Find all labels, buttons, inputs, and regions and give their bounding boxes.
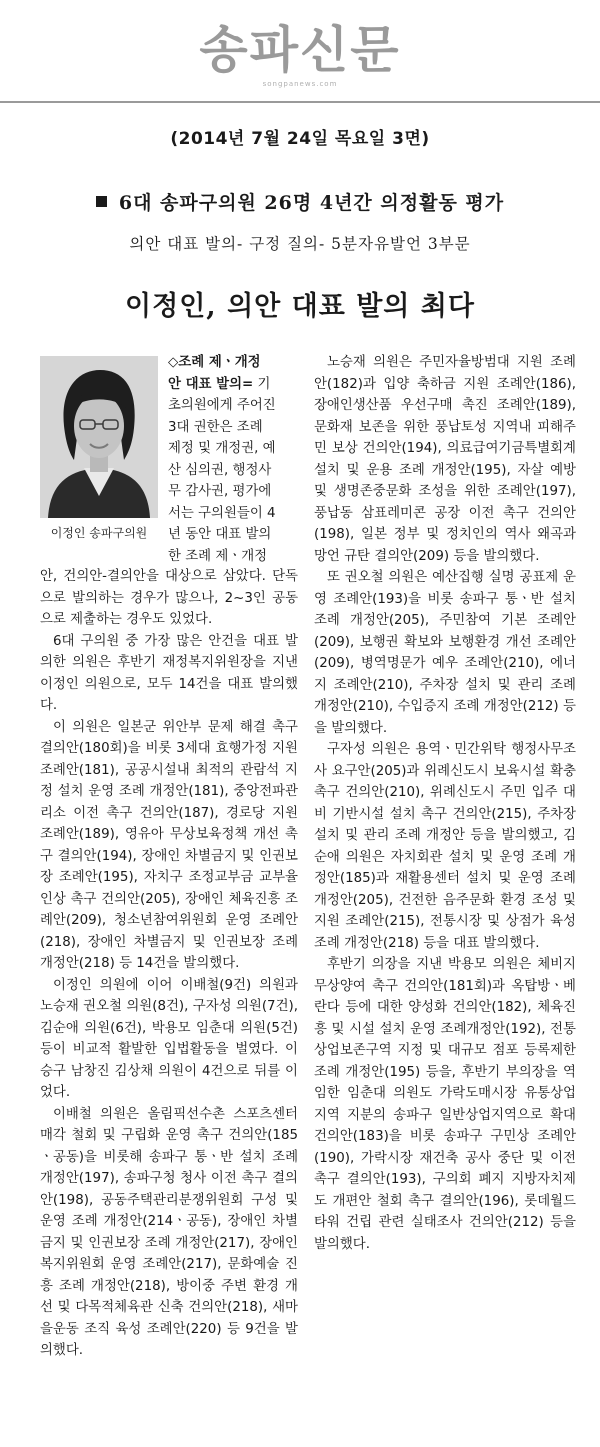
left-paragraph: 이 의원은 일본군 위안부 문제 해결 촉구 결의안(180회)을 비롯 3세대 효행가정 지원 조례안(181), 공공시설내 최적의 관람석 지정 설치 운영 조례 개정안(181), 중앙전파관리소 이전 촉구 건의안(187), 경로당 지원 조례안(189), 영유아 무상보육정책 개선 촉구 결의안(194), 장애인 차별금지 및 인권보장 조례안(195), 자치구 조정교부금 교부율 인상 촉구 건의안(205), 장애인 체육진흥 조례안(209), 청소년참여위원회 운영 조례안(218), 장애인 차별금지 및 인권보장 조례 개정안(218) 등 14건을 발의했다. <box>40 719 298 971</box>
subheadline: 의안 대표 발의- 구정 질의- 5분자유발언 3부문 <box>129 235 471 253</box>
masthead <box>0 0 600 92</box>
left-column <box>40 566 298 1362</box>
right-paragraph: 구자성 의원은 용역ㆍ민간위탁 행정사무조사 요구안(205)과 위례신도시 보육시설 확충 촉구 건의안(210), 위례신도시 주민 입주 대비 기반시설 설치 촉구 건의안(215), 주차장 설치 및 관리 조례 개정안 등을 발의했고, 김순애 의원은 자치회관 설치 및 운영 조례 개정안(185)과 재활용센터 설치 및 운영 조례 개정안(205), 건전한 음주문화 환경 조성 및 지원 조례안(215), 전통시장 및 상점가 육성 조례 개정안(218) 등을 대표 발의했다. <box>314 742 576 951</box>
portrait-photo <box>40 356 158 518</box>
main-headline: 이정인, 의안 대표 발의 최다 <box>125 291 475 322</box>
headline-text: 6대 송파구의원 26명 4년간 의정활동 평가 <box>118 192 505 214</box>
right-paragraph: 후반기 의장을 지낸 박용모 의원은 체비지 무상양여 촉구 건의안(181회)과 옥탑방ㆍ베란다 등에 대한 양성화 건의안(182), 체육진흥 및 시설 설치 운영 조례개정안(192), 전통상업보존구역 지정 및 대규모 점포 등록제한 조례 개정안(195) 등을, 후반기 부의장을 역임한 임춘대 의원도 가락도매시장 유통상업지역 지분의 송파구 일반상업지역으로 확대 건의안(183)을 비롯 송파구 구민상 조례안(190), 가락시장 재건축 공사 중단 및 이전 촉구 결의안(193), 구의회 폐지 지방자치제도 개편안 철회 촉구 결의안(196), 롯데월드타워 건립 관련 실태조사 건의안(212) 등을 발의했다. <box>314 957 576 1252</box>
newspaper-logo: 송파신문 <box>199 21 401 79</box>
lead-paragraph <box>168 352 296 567</box>
photo-caption: 이정인 송파구의원 <box>50 526 148 540</box>
left-paragraph: 이정인 의원에 이어 이배철(9건) 의원과 노승재 권오철 의원(8건), 구자성 의원(7건), 김순애 의원(6건), 박용모 임춘대 의원(5건) 등이 비교적 활발한 입법활동을 벌였다. 이승구 남창진 김상채 의원이 4건으로 뒤를 이었다. <box>40 977 298 1100</box>
left-paragraph: 이배철 의원은 올림픽선수촌 스포츠센터 매각 철회 및 구립화 운영 촉구 건의안(185ㆍ공동)을 비롯해 송파구 통ㆍ반 설치 조례 개정안(197), 송파구청 청사 이전 촉구 결의안(198), 공동주택관리분쟁위원회 구성 및 운영 조례 개정안(214ㆍ공동), 장애인 차별금지 및 인권보장 조례 개정안(217), 장애인복지위원회 운영 조례안(217), 문화예술 진흥 조례 개정안(218), 방이중 주변 환경 개선 및 다목적체육관 신축 건의안(218), 새마을운동 조직 육성 조례안(220) 등 9건을 발의했다. <box>40 1106 298 1358</box>
left-paragraph: 6대 구의원 중 가장 많은 안건을 대표 발의한 의원은 후반기 재정복지위원장을 지낸 이정인 의원으로, 모두 14건을 대표 발의했다. <box>40 633 298 713</box>
left-paragraph: 안, 건의안-결의안을 대상으로 삼았다. 단독으로 발의하는 경우가 많으나, 2~3인 공동으로 제출하는 경우도 있었다. <box>40 569 298 627</box>
right-paragraph: 노승재 의원은 주민자율방범대 지원 조례안(182)과 입양 축하금 지원 조례안(186), 장애인생산품 우선구매 촉진 조례안(189), 문화재 보존을 위한 풍납토성 지역내 피해주민 보상 건의안(194), 의료급여기금특별회계 설치 및 운용 조례 개정안(195), 자살 예방 및 생명존중문화 조성을 위한 조례안(197), 풍납동 삼표레미콘 공장 이전 촉구 건의안(198), 일본 정부 및 정치인의 역사 왜곡과 망언 규탄 결의안(209) 등을 발의했다. <box>314 355 576 564</box>
lead-text: 기 초의원에게 주어진 3대 권한은 조례 제정 및 개정권, 예 산 심의권, 행정사 무 감사권, 평가에 서는 구의원들이 4 년 동안 대표 발의 한 조례 제ㆍ개정 <box>168 376 276 564</box>
square-bullet-icon <box>96 196 107 207</box>
headline <box>0 188 600 215</box>
right-column <box>314 352 576 1255</box>
portrait-image <box>40 356 158 518</box>
dateline: (2014년 7월 24일 목요일 3면) <box>170 129 430 149</box>
masthead-rule <box>0 101 600 103</box>
newspaper-url: songpanews.com <box>262 80 338 88</box>
right-paragraph: 또 권오철 의원은 예산집행 실명 공표제 운영 조례안(193)을 비롯 송파구 통ㆍ반 설치 조례 개정안(205), 주민참여 기본 조례안(209), 보행권 확보와 보행환경 개선 조례안(209), 병역명문가 예우 조례안(210), 에너지 조례안(210), 주차장 설치 및 관리 조례 개정안(210), 수입증지 조례 개정안(212) 등을 발의했다. <box>314 570 576 736</box>
lead-heading: ◇조례 제ㆍ개정 안 대표 발의= <box>168 355 261 392</box>
